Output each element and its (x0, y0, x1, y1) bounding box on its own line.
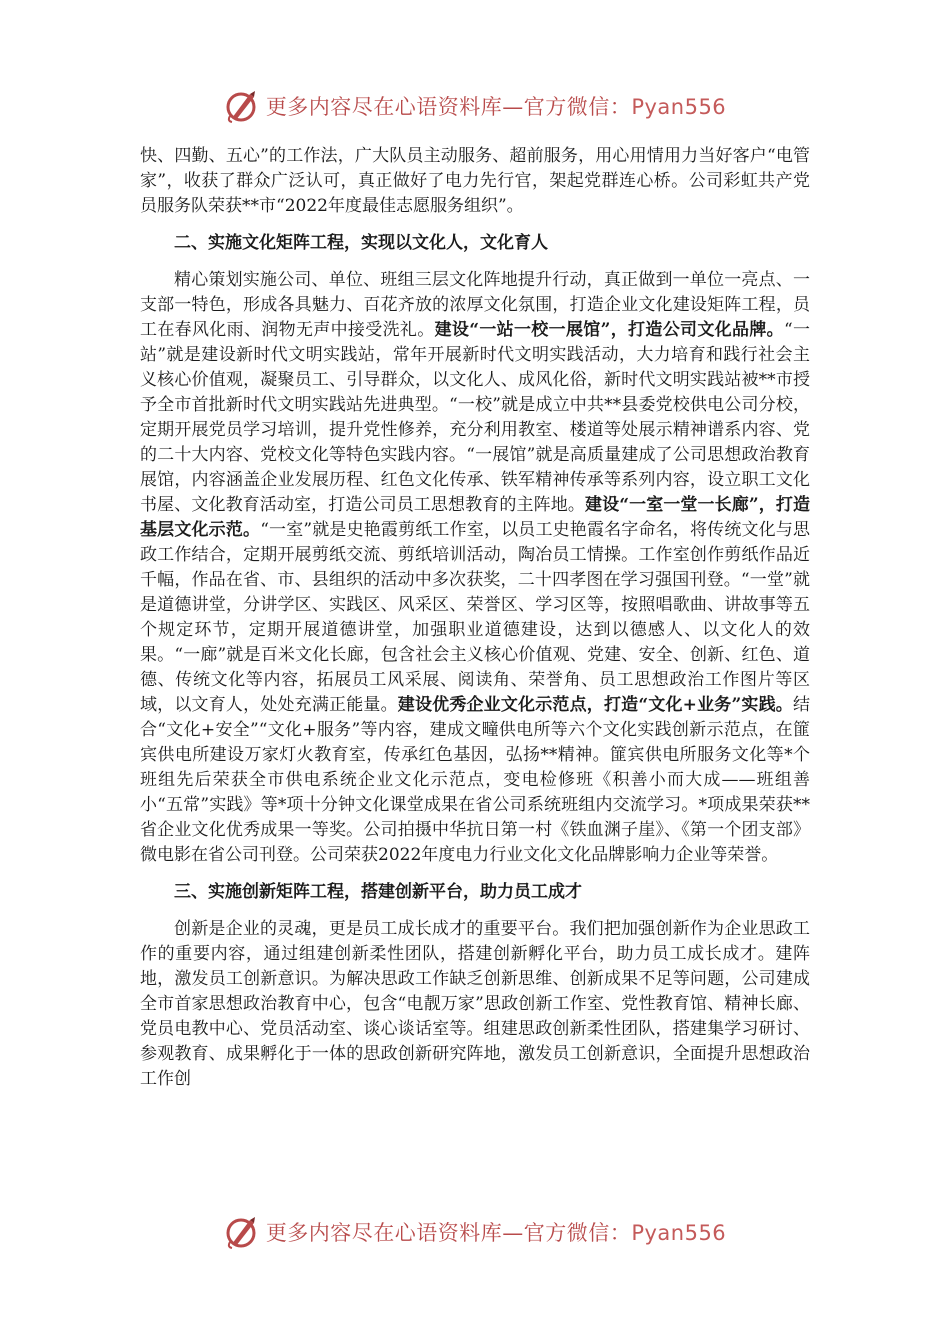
watermark-footer (0, 1212, 950, 1252)
section-2-paragraph: 精心策划实施公司、单位、班组三层文化阵地提升行动，真正做到一单位一亮点、一支部一特色，形成各具魅力、百花齐放的浓厚文化氛围，打造企业文化建设矩阵工程，员工在春风化雨、润物无声中接受洗礼。建设“一站一校一展馆”，打造公司文化品牌。“一站”就是建设新时代文明实践站，常年开展新时代文明实践活动，大力培育和践行社会主义核心价值观，凝聚员工、引导群众，以文化人、成风化俗，新时代文明实践站被**市授予全市首批新时代文明实践站先进典型。“一校”就是成立中共**县委党校供电公司分校，定期开展党员学习培训，提升党性修养，充分利用教室、楼道等处展示精神谱系内容、党的二十大内容、党校文化等特色实践内容。“一展馆”就是高质量建成了公司思想政治教育展馆，内容涵盖企业发展历程、红色文化传承、铁军精神传承等系列内容，设立职工文化书屋、文化教育活动室，打造公司员工思想教育的主阵地。建设“一室一堂一长廊”，打造基层文化示范。“一室”就是史艳霞剪纸工作室，以员工史艳霞名字命名，将传统文化与思政工作结合，定期开展剪纸交流、剪纸培训活动，陶冶员工情操。工作室创作剪纸作品近千幅，作品在省、市、县组织的活动中多次获奖，二十四孝图在学习强国刊登。“一堂”就是道德讲堂，分讲学区、实践区、风采区、荣誉区、学习区等，按照唱歌曲、讲故事等五个规定环节，定期开展道德讲堂，加强职业道德建设，达到以德感人、以文化人的效果。“一廊”就是百米文化长廊，包含社会主义核心价值观、党建、安全、创新、红色、道德、传统文化等内容，拓展员工风采展、阅读角、荣誉角、员工思想政治工作图片等区域，以文育人，处处充满正能量。建设优秀企业文化示范点，打造“文化+业务”实践。结合“文化+安全”“文化+服务”等内容，建成文疃供电所等六个文化实践创新示范点，在篚宾供电所建设万家灯火教育室，传承红色基因，弘扬**精神。篚宾供电所服务文化等*个班组先后荣获全市供电系统企业文化示范点，变电检修班《积善小而大成——班组善小“五常”实践》等*项十分钟文化课堂成果在省公司系统班组内交流学习。*项成果荣获**省企业文化优秀成果一等奖。公司拍摄中华抗日第一村《铁血渊子崖》、《第一个团支部》微电影在省公司刊登。公司荣获2022年度电力行业文化文化品牌影响力企业等荣誉。 (140, 270, 811, 865)
bold-highlight: 建设优秀企业文化示范点，打造“文化+业务”实践。 (397, 695, 793, 715)
bold-highlight: 建设“一室一堂一长廊”，打造基层文化示范。 (140, 495, 811, 540)
section-2-heading: 二、实施文化矩阵工程，实现以文化人，文化育人 (174, 233, 548, 253)
watermark-header (0, 86, 950, 126)
continuation-paragraph: 快、四勤、五心”的工作法，广大队员主动服务、超前服务，用心用情用力当好客户“电管家”，收获了群众广泛认可，真正做好了电力先行官，架起党群连心桥。公司彩虹共产党员服务队荣获**市“2022年度最佳志愿服务组织”。 (140, 146, 810, 216)
quill-pen-logo-icon (224, 88, 260, 124)
document-body (140, 144, 810, 1092)
quill-pen-logo-icon (224, 1214, 260, 1250)
wechat-id: Pyan556 (631, 1221, 727, 1245)
watermark-text: 更多内容尽在心语资料库—官方微信：Pyan556 (265, 1221, 727, 1245)
watermark-text: 更多内容尽在心语资料库—官方微信：Pyan556 (265, 95, 727, 119)
bold-highlight: 建设“一站一校一展馆”，打造公司文化品牌。 (434, 320, 784, 340)
wechat-id: Pyan556 (631, 95, 727, 119)
section-3-heading: 三、实施创新矩阵工程，搭建创新平台，助力员工成才 (174, 882, 582, 902)
section-3-paragraph: 创新是企业的灵魂，更是员工成长成才的重要平台。我们把加强创新作为企业思政工作的重要内容，通过组建创新柔性团队，搭建创新孵化平台，助力员工成长成才。建阵地，激发员工创新意识。为解决思政工作缺乏创新思维、创新成果不足等问题，公司建成全市首家思想政治教育中心，包含“电靓万家”思政创新工作室、党性教育馆、精神长廊、党员电教中心、党员活动室、谈心谈话室等。组建思政创新柔性团队，搭建集学习研讨、参观教育、成果孵化于一体的思政创新研究阵地，激发员工创新意识，全面提升思想政治工作创 (140, 919, 810, 1089)
